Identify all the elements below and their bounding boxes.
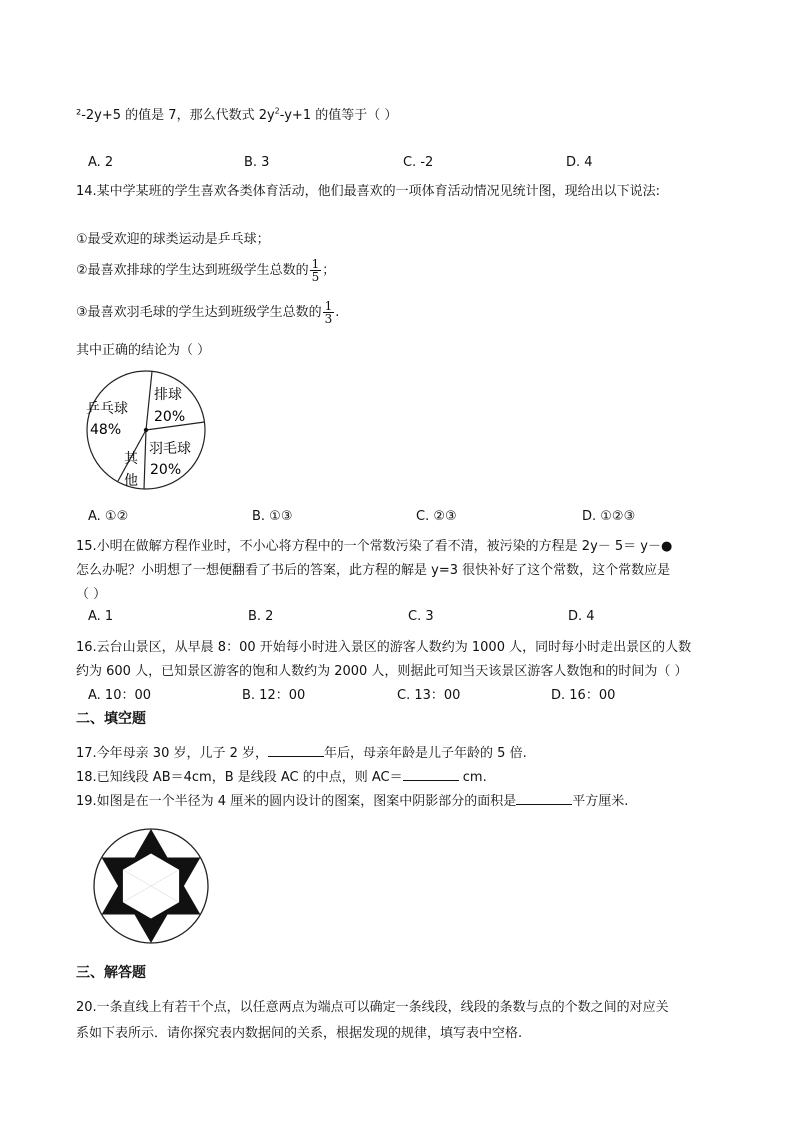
q16-option-b: B. 12：00 — [242, 688, 306, 703]
q16-line-2: 约为 600 人，已知景区游客的饱和人数约为 2000 人，则据此可知当天该景区游客人数饱和的时间为（ ） — [76, 664, 688, 679]
q16-option-c: C. 13：00 — [397, 688, 461, 703]
q18-answer-blank[interactable] — [403, 780, 459, 781]
q15-option-d: D. 4 — [568, 609, 595, 624]
label-other-bottom: 他 — [124, 473, 138, 489]
q13-option-c: C. -2 — [403, 155, 434, 170]
q19: 19.如图是在一个半径为 4 厘米的圆内设计的图案，图案中阴影部分的面积是 平方厘米. — [76, 794, 629, 809]
q13-option-b: B. 3 — [244, 155, 270, 170]
q14-option-b: B. ①③ — [252, 509, 293, 524]
q13-stem: ²-2y+5 的值是 7，那么代数式 $2y^2-y+1$ 的值等于（ ） — [76, 106, 398, 123]
q16-line-1: 16.云台山景区，从早晨 8：00 开始每小时进入景区的游客人数约为 1000 人，同时每小时走出景区的人数 — [76, 640, 692, 655]
label-other-top: 其 — [124, 451, 138, 467]
q13-option-d: D. 4 — [566, 155, 593, 170]
q15-line-2: 怎么办呢？小明想了一想便翻看了书后的答案，此方程的解是 y=3 很快补好了这个常数，这个常数应是 — [76, 563, 671, 578]
q14-statement-1: ①最受欢迎的球类运动是乒乓球； — [76, 232, 270, 247]
section-2-title: 二、填空题 — [76, 711, 146, 727]
q19-answer-blank[interactable] — [516, 804, 572, 805]
q17-answer-blank[interactable] — [268, 756, 324, 757]
label-volleyball: 排球 — [154, 387, 182, 403]
label-pingpong-pct: 48% — [90, 422, 122, 438]
q15-line-3: （ ） — [76, 587, 107, 602]
q20-line-2: 系如下表所示．请你探究表内数据间的关系，根据发现的规律，填写表中空格. — [76, 1026, 523, 1041]
q15-option-a: A. 1 — [88, 609, 114, 624]
q14-stem: 14.某中学某班的学生喜欢各类体育活动，他们最喜欢的一项体育活动情况见统计图，现给出以下说法: — [76, 184, 661, 199]
hexagram-circle-figure — [86, 828, 216, 944]
pie-center — [144, 428, 148, 432]
q17: 17.今年母亲 30 岁，儿子 2 岁， 年后，母亲年龄是儿子年龄的 5 倍. — [76, 746, 527, 761]
q14-option-a: A. ①② — [88, 509, 129, 524]
q16-option-a: A. 10：00 — [88, 688, 152, 703]
fraction-one-fifth: $\frac{1}{5}$ — [311, 257, 320, 284]
q14-option-d: D. ①②③ — [582, 509, 636, 524]
q15-line-1: 15.小明在做解方程作业时，不小心将方程中的一个常数污染了看不清，被污染的方程是 2y－ 5＝ y－● — [76, 539, 673, 554]
sports-pie-chart — [80, 367, 210, 497]
label-volleyball-pct: 20% — [154, 409, 186, 425]
label-badminton-pct: 20% — [150, 462, 182, 478]
section-3-title: 三、解答题 — [76, 965, 146, 981]
fraction-one-third: $\frac{1}{3}$ — [324, 299, 333, 326]
q18: 18.已知线段 AB＝4cm，B 是线段 AC 的中点，则 AC＝ cm. — [76, 770, 487, 785]
q20-line-1: 20.一条直线上有若干个点，以任意两点为端点可以确定一条线段，线段的条数与点的个数之间的对应关 — [76, 1000, 669, 1015]
q14-conclusion: 其中正确的结论为（ ） — [76, 343, 211, 358]
q13-option-a: A. 2 — [88, 155, 114, 170]
label-pingpong: 乒乓球 — [86, 401, 128, 417]
q14-statement-2: ②最喜欢排球的学生达到班级学生总数的 $\frac{1}{5}$ ； — [76, 257, 336, 284]
q16-option-d: D. 16：00 — [551, 688, 616, 703]
q14-option-c: C. ②③ — [416, 509, 457, 524]
q15-option-b: B. 2 — [248, 609, 274, 624]
q15-option-c: C. 3 — [408, 609, 434, 624]
q14-statement-3: ③最喜欢羽毛球的学生达到班级学生总数的 $\frac{1}{3}$ . — [76, 299, 340, 326]
label-badminton: 羽毛球 — [149, 441, 191, 457]
